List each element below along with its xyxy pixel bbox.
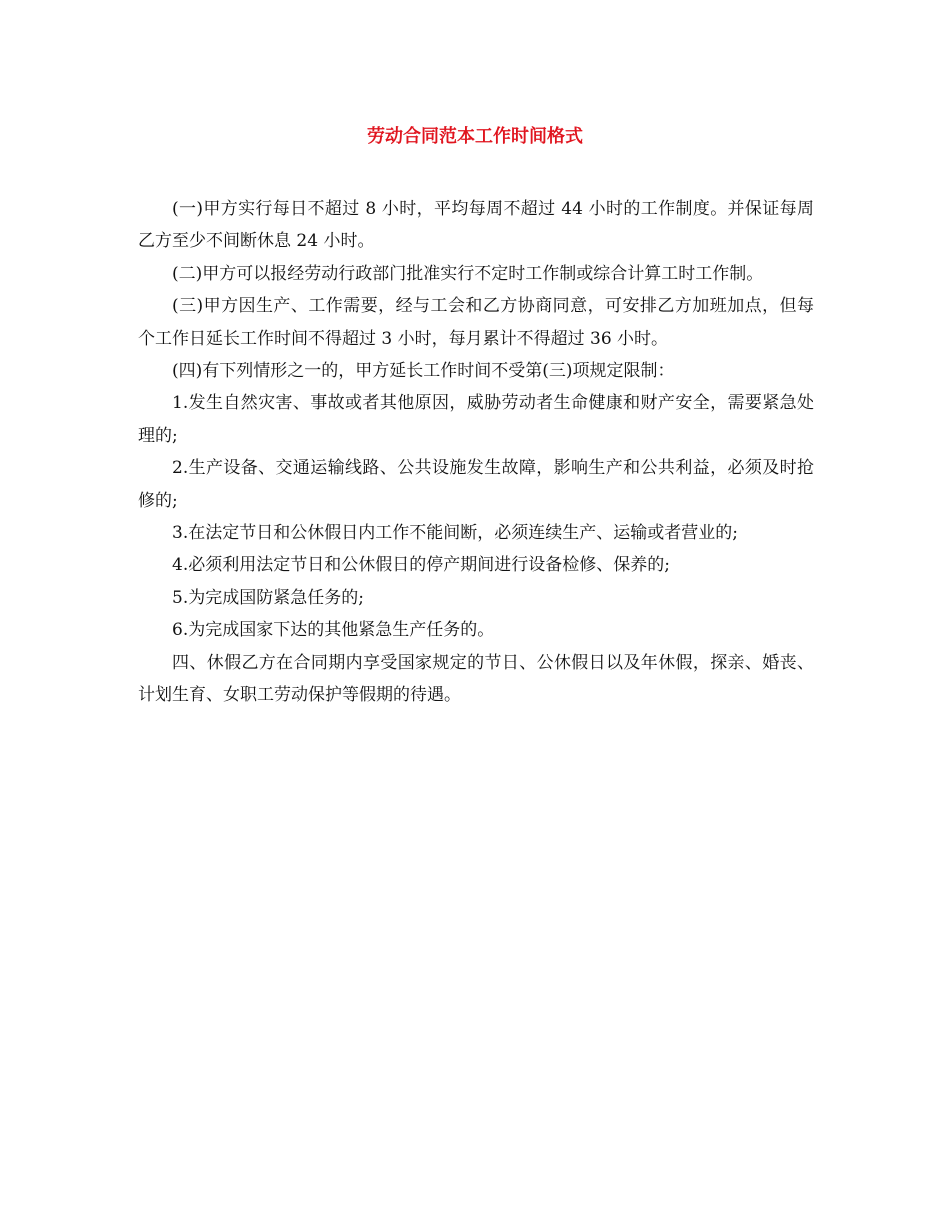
paragraph-flexible-hours: (二)甲方可以报经劳动行政部门批准实行不定时工作制或综合计算工时工作制。 (172, 263, 764, 284)
list-item-exception-5: 5.为完成国防紧急任务的; (172, 587, 364, 608)
paragraph-overtime: (三)甲方因生产、工作需要，经与工会和乙方协商同意，可安排乙方加班加点，但每个工作日延长工作时间不得超过 3 小时，每月累计不得超过 36 小时。 (138, 296, 814, 349)
list-item-exception-2: 2.生产设备、交通运输线路、公共设施发生故障，影响生产和公共利益，必须及时抢修的; (138, 458, 814, 511)
paragraph-working-hours: (一)甲方实行每日不超过 8 小时，平均每周不超过 44 小时的工作制度。并保证每周乙方至少不间断休息 24 小时。 (138, 199, 814, 252)
paragraph-exceptions-intro: (四)有下列情形之一的，甲方延长工作时间不受第(三)项规定限制： (172, 361, 675, 382)
list-item-exception-1: 1.发生自然灾害、事故或者其他原因，威胁劳动者生命健康和财产安全，需要紧急处理的; (138, 393, 814, 446)
list-item-exception-6: 6.为完成国家下达的其他紧急生产任务的。 (172, 620, 495, 641)
list-item-exception-3: 3.在法定节日和公休假日内工作不能间断，必须连续生产、运输或者营业的; (172, 523, 738, 544)
document-title: 劳动合同范本工作时间格式 (367, 126, 583, 147)
paragraph-leave: 四、休假乙方在合同期内享受国家规定的节日、公休假日以及年休假，探亲、婚丧、计划生育、女职工劳动保护等假期的待遇。 (138, 652, 814, 706)
list-item-exception-4: 4.必须利用法定节日和公休假日的停产期间进行设备检修、保养的; (172, 555, 670, 576)
document-body (138, 193, 814, 712)
